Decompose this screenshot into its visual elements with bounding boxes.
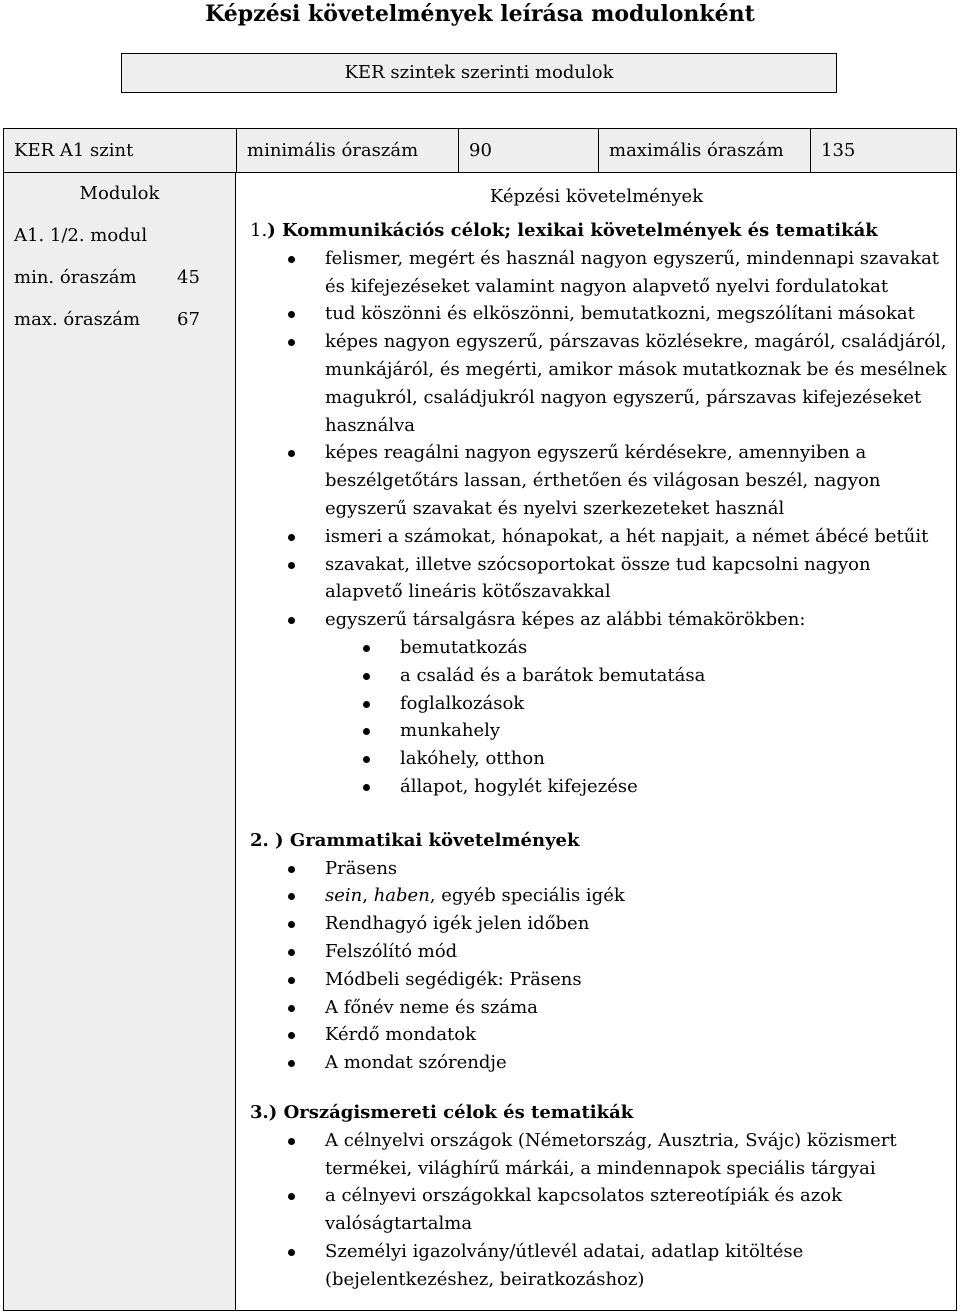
max-hours-label: maximális óraszám (599, 129, 811, 172)
topic-item: munkahely (250, 717, 950, 745)
list-item: a célnyevi országokkal kapcsolatos sztereotípiák és azok valóságtartalma (250, 1182, 950, 1238)
list-item: Módbeli segédigék: Präsens (250, 966, 950, 994)
topic-item: lakóhely, otthon (250, 745, 950, 773)
section1-list (250, 245, 950, 634)
list-item: szavakat, illetve szócsoportokat össze tud kapcsolni nagyon alapvető lineáris kötőszavakkal (250, 551, 950, 607)
requirements-column (236, 173, 957, 1311)
modules-column (3, 173, 236, 1311)
module-max-label: max. óraszám (14, 309, 141, 330)
ker-header: KER szintek szerinti modulok (121, 53, 837, 93)
requirements-content (250, 217, 950, 1293)
module-name: A1. 1/2. modul (14, 225, 148, 246)
list-item: sein, haben, egyéb speciális igék (250, 882, 950, 910)
list-item: Felszólító mód (250, 938, 950, 966)
list-item: képes reagálni nagyon egyszerű kérdésekre, amennyiben a beszélgetőtárs lassan, érthetően és világosan beszél, nagyon egyszerű szavakat és nyelvi szerkezeteket használ (250, 439, 950, 522)
list-item: ismeri a számokat, hónapokat, a hét napjait, a német ábécé betűit (250, 523, 950, 551)
section2-title: 2. ) Grammatikai követelmények (250, 829, 580, 851)
list-item: A célnyelvi országok (Németország, Ausztria, Svájc) közismert termékei, világhírű márkái, a mindennapok speciális tárgyai (250, 1127, 950, 1183)
level-label: KER A1 szint (4, 129, 237, 172)
topic-item: a család és a barátok bemutatása (250, 662, 950, 690)
topic-item: állapot, hogylét kifejezése (250, 773, 950, 801)
module-min-label: min. óraszám (14, 267, 137, 288)
min-hours-value: 90 (459, 129, 599, 172)
section1-title: 1.) Kommunikációs célok; lexikai követelmények és tematikák (250, 220, 878, 241)
module-max-value: 67 (177, 309, 200, 330)
list-item: A főnév neme és száma (250, 994, 950, 1022)
list-item: képes nagyon egyszerű, párszavas közlésekre, magáról, családjáról, munkájáról, és megérti, amikor mások mutatkoznak be és mesélnek magukról, családjukról nagyon egyszerű, párszavas kifejezéseket használva (250, 328, 950, 439)
topic-item: foglalkozások (250, 690, 950, 718)
modules-header: Modulok (79, 183, 160, 204)
list-item: egyszerű társalgásra képes az alábbi témakörökben: (250, 606, 950, 634)
section3-title: 3.) Országismereti célok és tematikák (250, 1101, 634, 1123)
topics-list (250, 634, 950, 801)
level-row (3, 128, 957, 173)
max-hours-value: 135 (821, 140, 856, 161)
topic-item: bemutatkozás (250, 634, 950, 662)
min-hours-label: minimális óraszám (237, 129, 459, 172)
list-item: A mondat szórendje (250, 1049, 950, 1077)
list-item: Kérdő mondatok (250, 1021, 950, 1049)
list-item: felismer, megért és használ nagyon egyszerű, mindennapi szavakat és kifejezéseket valamint nagyon alapvető nyelvi fordulatokat (250, 245, 950, 301)
module-min-value: 45 (177, 267, 200, 288)
requirements-header: Képzési követelmények (489, 186, 704, 207)
section2-list (250, 855, 950, 1077)
section3-list (250, 1127, 950, 1294)
list-item: Személyi igazolvány/útlevél adatai, adatlap kitöltése (bejelentkezéshez, beiratkozáshoz) (250, 1238, 950, 1294)
list-item: Rendhagyó igék jelen időben (250, 910, 950, 938)
list-item: Präsens (250, 855, 950, 883)
page-title: Képzési követelmények leírása modulonként (205, 1, 755, 27)
list-item: tud köszönni és elköszönni, bemutatkozni, megszólítani másokat (250, 300, 950, 328)
